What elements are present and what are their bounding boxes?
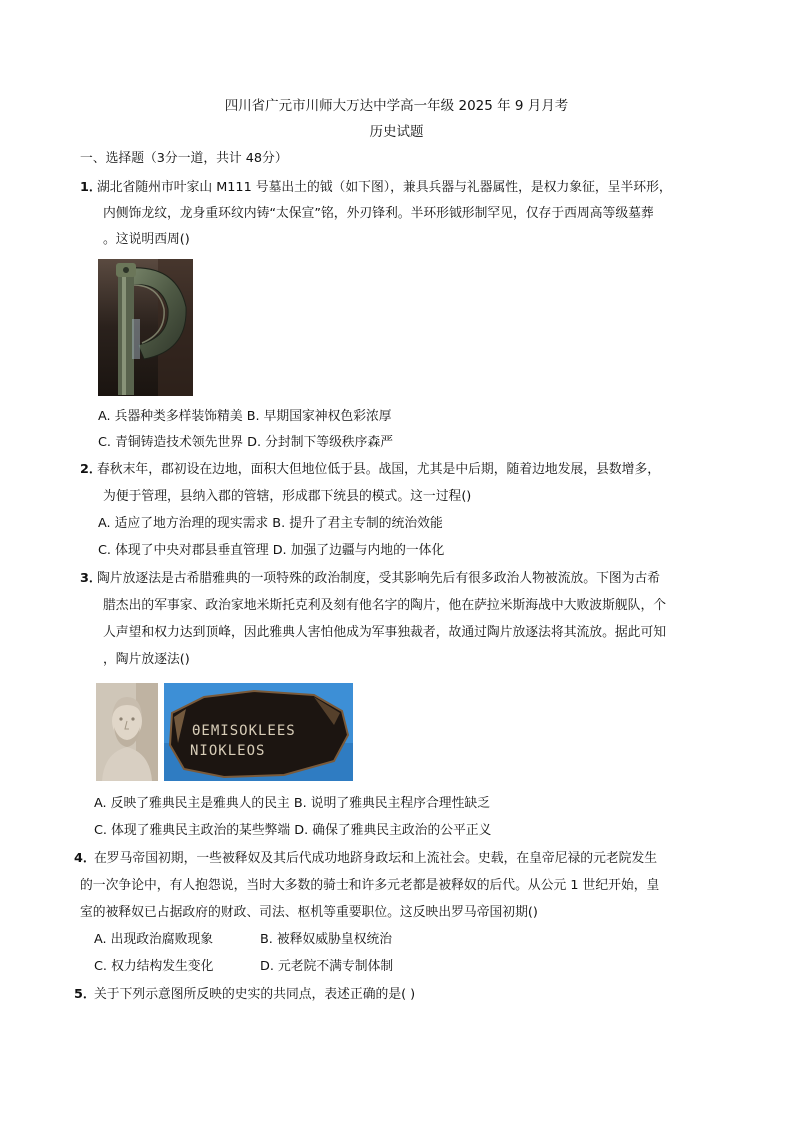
question-3-line: 腊杰出的军事家、政治家地米斯托克利及刻有他名字的陶片，他在萨拉米斯海战中大败波斯舰队，个	[103, 598, 667, 613]
question-4-option: B. 被释奴威胁皇权统治	[260, 932, 393, 947]
ostracon-inscription-line-2: NIOKLEOS	[190, 743, 266, 759]
question-1-line: 湖北省随州市叶家山 M111 号墓出土的钺（如下图），兼具兵器与礼器属性，是权力象征，呈半环形，	[97, 180, 672, 195]
question-1-number: 1．	[80, 180, 102, 195]
question-3-line: 陶片放逐法是古希腊雅典的一项特殊的政治制度，受其影响先后有很多政治人物被流放。下图为古希	[97, 571, 661, 586]
question-3-option: C. 体现了雅典民主政治的某些弊端 D. 确保了雅典民主政治的公平正义	[94, 823, 492, 838]
question-2-option: C. 体现了中央对郡县垂直管理 D. 加强了边疆与内地的一体化	[98, 543, 445, 558]
question-2-line: 为便于管理，县纳入郡的管辖，形成郡下统县的模式。这一过程()	[103, 489, 472, 504]
question-3-option: A. 反映了雅典民主是雅典人的民主 B. 说明了雅典民主程序合理性缺乏	[94, 796, 490, 811]
question-4-number: 4．	[74, 851, 96, 866]
question-1-option: A. 兵器种类多样装饰精美 B. 早期国家神权色彩浓厚	[98, 409, 392, 424]
question-4-option: D. 元老院不满专制体制	[260, 959, 394, 974]
question-5-number: 5．	[74, 987, 96, 1002]
question-1-line: 内侧饰龙纹，龙身重环纹内铸“太保宣”铭，外刃锋利。半环形钺形制罕见，仅存于西周高等级墓葬	[103, 206, 654, 221]
question-2-number: 2．	[80, 462, 102, 477]
exam-subtitle: 历史试题	[369, 124, 424, 140]
question-5-line: 关于下列示意图所反映的史实的共同点，表述正确的是( )	[94, 987, 416, 1002]
question-4-option: A. 出现政治腐败现象	[94, 932, 214, 947]
ostracon-shard-image	[164, 683, 353, 781]
themistocles-bust-image	[96, 683, 158, 781]
question-4-line: 在罗马帝国初期，一些被释奴及其后代成功地跻身政坛和上流社会。史载，在皇帝尼禄的元老院发生	[94, 851, 658, 866]
question-1-option: C. 青铜铸造技术领先世界 D. 分封制下等级秩序森严	[98, 435, 394, 450]
question-3-line: ，陶片放逐法()	[103, 652, 190, 667]
question-4-option: C. 权力结构发生变化	[94, 959, 214, 974]
question-1-line: 。这说明西周()	[103, 232, 190, 247]
question-4-line: 的一次争论中，有人抱怨说，当时大多数的骑士和许多元老都是被释奴的后代。从公元 1 世纪开始，皇	[80, 878, 660, 893]
question-3-line: 人声望和权力达到顶峰，因此雅典人害怕他成为军事独裁者，故通过陶片放逐法将其流放。据此可知	[103, 625, 667, 640]
question-2-option: A. 适应了地方治理的现实需求 B. 提升了君主专制的统治效能	[98, 516, 443, 531]
question-2-line: 春秋末年，郡初设在边地，面积大但地位低于县。战国，尤其是中后期，随着边地发展，县数增多，	[97, 462, 661, 477]
section-heading: 一、选择题（3分一道，共计 48分）	[80, 151, 288, 166]
question-4-line: 室的被释奴已占据政府的财政、司法、枢机等重要职位。这反映出罗马帝国初期()	[80, 905, 538, 920]
bronze-yue-axe-image	[98, 259, 193, 396]
exam-title: 四川省广元市川师大万达中学高一年级 2025 年 9 月月考	[224, 98, 569, 114]
question-3-number: 3．	[80, 571, 102, 586]
ostracon-inscription-line-1: ΘEMISOKLEES	[192, 723, 296, 739]
